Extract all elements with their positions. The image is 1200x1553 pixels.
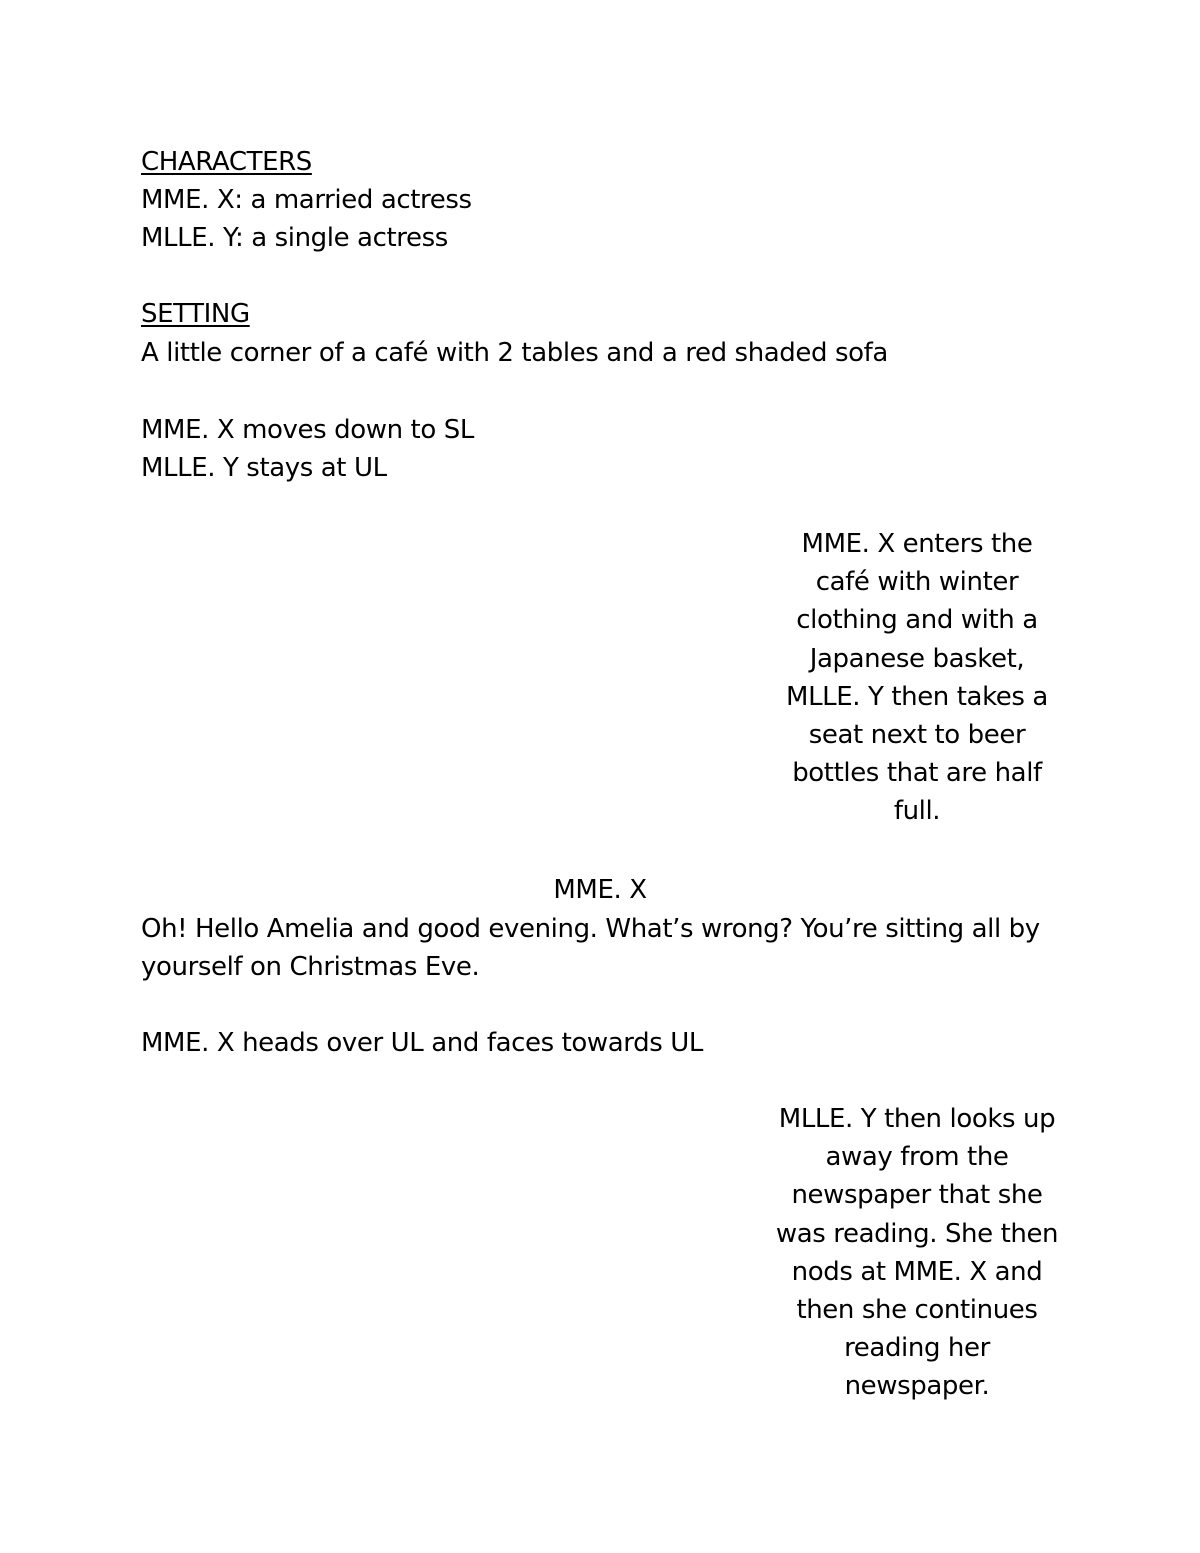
setting-description: A little corner of a café with 2 tables and a red shaded sofa [141,338,888,368]
stage-direction-line: full. [893,796,941,827]
stage-direction-line: nods at MME. X and [791,1256,1043,1287]
character-item-mme-x: MME. X: a married actress [141,185,472,215]
characters-heading: CHARACTERS [141,147,312,177]
stage-direction-line: Japanese basket, [809,643,1025,674]
stage-direction-line: was reading. She then [775,1218,1059,1249]
stage-direction-line: MME. X enters the [801,529,1033,559]
stage-direction-line: café with winter [815,567,1019,598]
stage-direction-line: reading her [844,1333,990,1364]
action-line: MME. X heads over UL and faces towards UL [141,1028,703,1058]
stage-direction-line: away from the [825,1142,1009,1173]
stage-direction-line: bottles that are half [792,758,1042,789]
setting-heading: SETTING [141,299,250,329]
stage-direction-line: clothing and with a [796,605,1038,636]
stage-direction-enter [755,525,1079,831]
stage-direction-line: newspaper that she [791,1180,1043,1211]
blocking-line: MLLE. Y stays at UL [141,453,387,483]
stage-direction-line: MLLE. Y then looks up [778,1104,1056,1134]
dialogue-speaker: MME. X [553,875,647,905]
stage-direction-line: newspaper. [844,1371,990,1402]
stage-direction-line: then she continues [796,1295,1038,1326]
stage-direction-line: seat next to beer [808,720,1026,751]
dialogue-line: yourself on Christmas Eve. [141,952,480,982]
stage-direction-newspaper [755,1100,1079,1406]
character-item-mlle-y: MLLE. Y: a single actress [141,223,448,253]
dialogue-line: Oh! Hello Amelia and good evening. What’s wrong? You’re sitting all by [141,914,1040,944]
stage-direction-line: MLLE. Y then takes a [786,681,1048,712]
blocking-line: MME. X moves down to SL [141,415,474,445]
